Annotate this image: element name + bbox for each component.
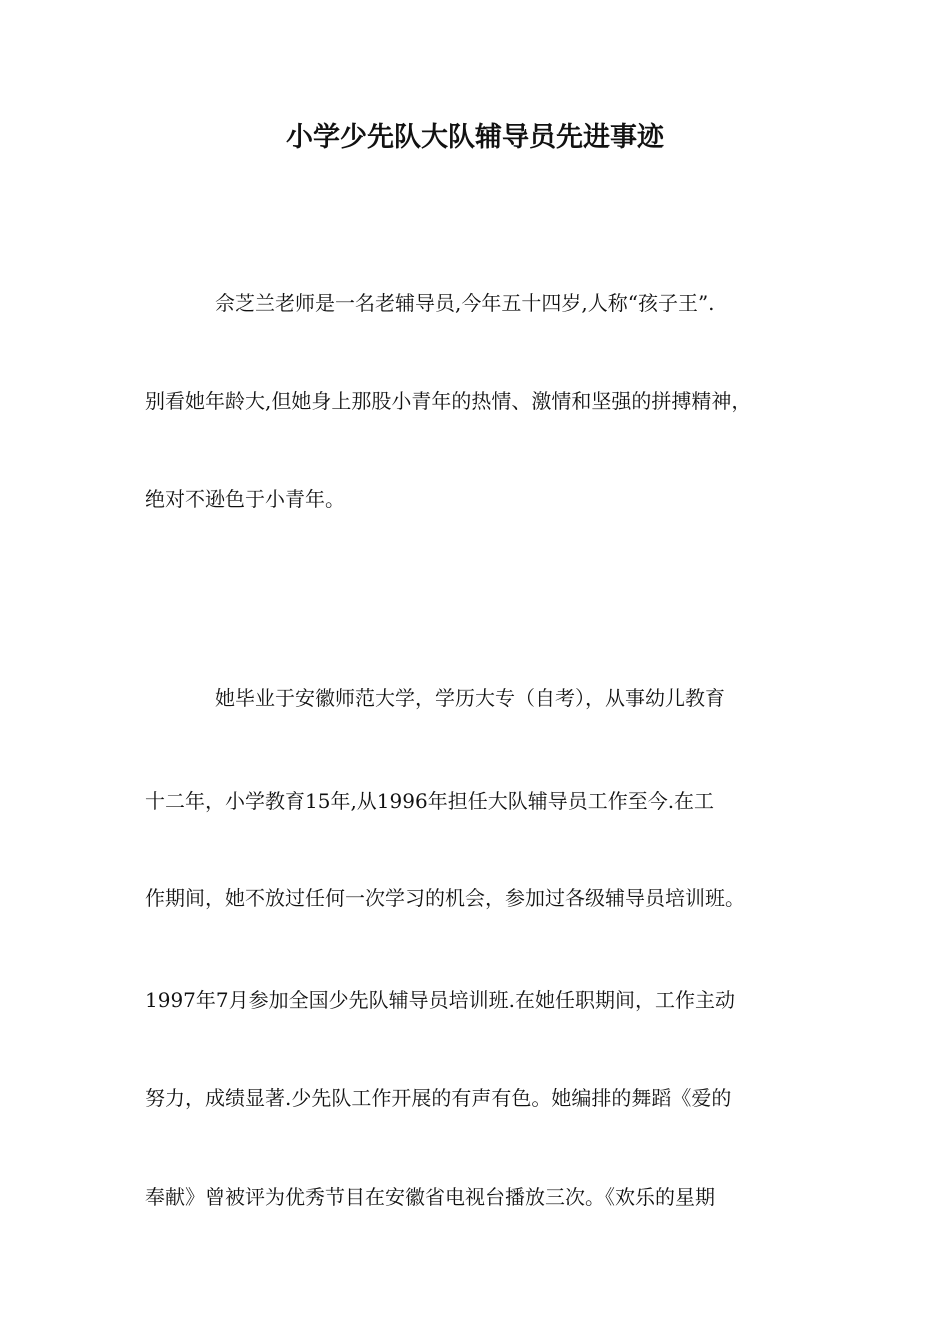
paragraph-1-line-3: 绝对不逊色于小青年。 [145,487,345,511]
paragraph-2-line-5: 努力，成绩显著.少先队工作开展的有声有色。她编排的舞蹈《爱的 [145,1086,732,1110]
paragraph-1-line-1: 佘芝兰老师是一名老辅导员,今年五十四岁,人称“孩子王”. [215,291,715,315]
paragraph-1-line-2: 别看她年龄大,但她身上那股小青年的热情、激情和坚强的拼搏精神， [145,389,752,413]
paragraph-2-line-6: 奉献》曾被评为优秀节目在安徽省电视台播放三次。《欢乐的星期 [145,1185,715,1209]
paragraph-2-line-1: 她毕业于安徽师范大学，学历大专（自考），从事幼儿教育 [215,686,725,710]
paragraph-2-line-4: 1997年7月参加全国少先队辅导员培训班.在她任职期间，工作主动 [145,988,735,1012]
document-title: 小学少先队大队辅导员先进事迹 [286,122,664,153]
paragraph-2-line-3: 作期间，她不放过任何一次学习的机会，参加过各级辅导员培训班。 [145,886,745,910]
paragraph-2-line-2: 十二年，小学教育15年,从1996年担任大队辅导员工作至今.在工 [145,789,715,813]
